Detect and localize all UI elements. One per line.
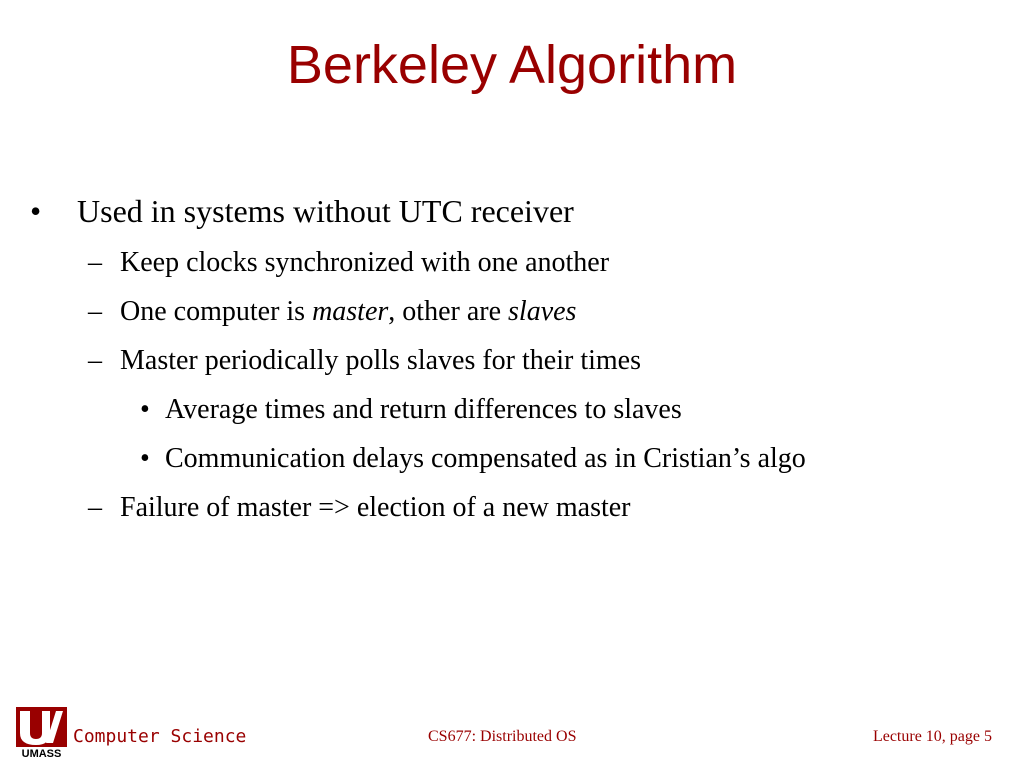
dash-marker: –: [88, 345, 102, 376]
sub-bullet-text: Keep clocks synchronized with one another: [120, 247, 610, 278]
dash-marker: –: [88, 492, 102, 523]
dash-marker: –: [88, 247, 102, 278]
emphasis-master: master: [312, 296, 389, 327]
sub-bullet-text: Failure of master => election of a new master: [120, 492, 631, 523]
footer-course: CS677: Distributed OS: [428, 728, 577, 745]
text-run: One computer is: [120, 296, 313, 327]
bullet-text: Used in systems without UTC receiver: [77, 193, 574, 229]
bullet-marker: •: [140, 443, 150, 474]
umass-logo-icon: [16, 707, 67, 759]
sub-bullet-text: [120, 296, 576, 328]
emphasis-slaves: slaves: [508, 296, 577, 327]
bullet-marker: •: [140, 394, 150, 425]
bullet-marker: •: [30, 193, 42, 229]
sub-sub-bullet-text: Communication delays compensated as in Cristian’s algo: [165, 443, 806, 474]
footer-page-number: Lecture 10, page 5: [872, 728, 992, 745]
slide-title: Berkeley Algorithm: [286, 35, 738, 95]
footer-department: Computer Science: [73, 726, 247, 747]
logo-text: UMASS: [21, 748, 62, 759]
text-run: , other are: [388, 296, 509, 327]
dash-marker: –: [88, 296, 102, 327]
sub-bullet-text: Master periodically polls slaves for their times: [120, 345, 641, 376]
sub-sub-bullet-text: Average times and return differences to slaves: [165, 394, 682, 425]
